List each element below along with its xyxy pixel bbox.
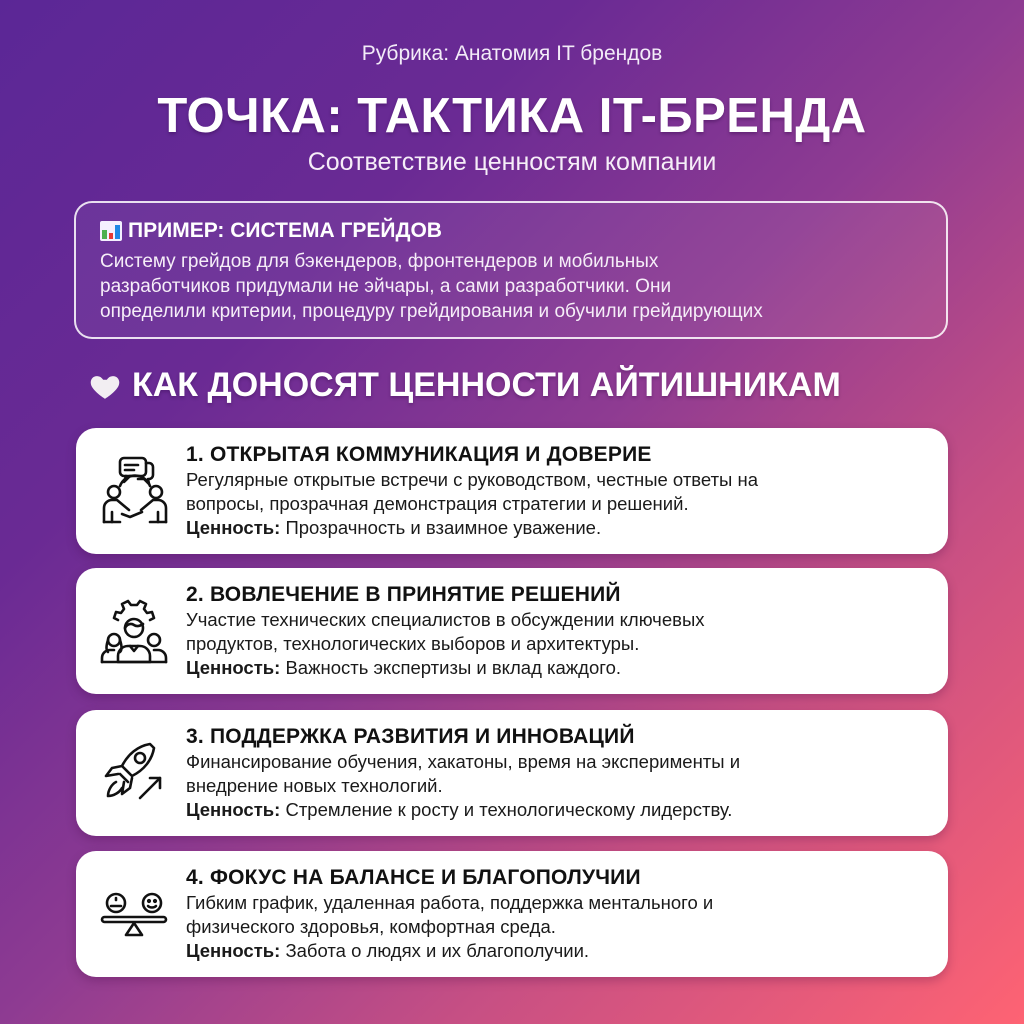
example-title: ПРИМЕР: СИСТЕМА ГРЕЙДОВ [128, 219, 442, 242]
card-line: Регулярные открытые встречи с руководством, честные ответы на [186, 469, 759, 490]
card-line: Гибким график, удаленная работа, поддержка ментального и [186, 892, 714, 913]
card-description [186, 608, 928, 656]
example-line: Систему грейдов для бэкендеров, фронтендеров и мобильных [100, 251, 659, 272]
value-card-decisions [76, 568, 948, 694]
value-text: Забота о людях и их благополучии. [280, 940, 590, 961]
value-label: Ценность: [186, 799, 281, 820]
value-label: Ценность: [186, 940, 281, 961]
card-line: Участие технических специалистов в обсуждении ключевых [186, 609, 705, 630]
value-label: Ценность: [186, 517, 281, 538]
card-body [186, 582, 928, 680]
card-title: 1. ОТКРЫТАЯ КОММУНИКАЦИЯ И ДОВЕРИЕ [186, 443, 652, 466]
card-value [186, 516, 928, 540]
card-title: 2. ВОВЛЕЧЕНИЕ В ПРИНЯТИЕ РЕШЕНИЙ [186, 583, 621, 606]
team-gear-icon [94, 590, 174, 670]
page-subtitle: Соответствие ценностям компании [307, 148, 717, 176]
value-card-communication [76, 428, 948, 554]
value-card-balance [76, 851, 948, 977]
bar-chart-icon [100, 221, 122, 241]
card-title: 3. ПОДДЕРЖКА РАЗВИТИЯ И ИННОВАЦИЙ [186, 725, 635, 748]
section-title: КАК ДОНОСЯТ ЦЕННОСТИ АЙТИШНИКАМ [132, 366, 841, 404]
rubric-label: Рубрика: Анатомия IT брендов [361, 42, 663, 65]
card-description [186, 891, 928, 939]
card-title: 4. ФОКУС НА БАЛАНСЕ И БЛАГОПОЛУЧИИ [186, 866, 641, 889]
rocket-growth-icon [94, 732, 174, 812]
value-text: Стремление к росту и технологическому лидерству. [280, 799, 733, 820]
value-text: Важность экспертизы и вклад каждого. [280, 657, 622, 678]
communication-meeting-icon [94, 450, 174, 530]
example-text [100, 249, 922, 324]
page-title: ТОЧКА: ТАКТИКА IT-БРЕНДА [157, 89, 867, 143]
card-line: вопросы, прозрачная демонстрация стратегии и решений. [186, 493, 689, 514]
card-line: физического здоровья, комфортная среда. [186, 916, 556, 937]
card-line: Финансирование обучения, хакатоны, время на эксперименты и [186, 751, 741, 772]
card-line: продуктов, технологических выборов и архитектуры. [186, 633, 640, 654]
card-value [186, 939, 928, 963]
section-header [88, 366, 948, 405]
value-label: Ценность: [186, 657, 281, 678]
example-header [100, 217, 922, 245]
heart-icon [88, 369, 122, 403]
card-description [186, 468, 928, 516]
card-body [186, 865, 928, 963]
example-box [74, 201, 948, 339]
card-line: внедрение новых технологий. [186, 775, 443, 796]
card-body [186, 724, 928, 822]
card-description [186, 750, 928, 798]
card-body [186, 442, 928, 540]
value-text: Прозрачность и взаимное уважение. [280, 517, 602, 538]
card-value [186, 656, 928, 680]
balance-scale-faces-icon [94, 873, 174, 953]
value-card-innovation [76, 710, 948, 836]
card-value [186, 798, 928, 822]
example-line: разработчиков придумали не эйчары, а сами разработчики. Они [100, 276, 672, 297]
example-line: определили критерии, процедуру грейдирования и обучили грейдирующих [100, 301, 763, 322]
